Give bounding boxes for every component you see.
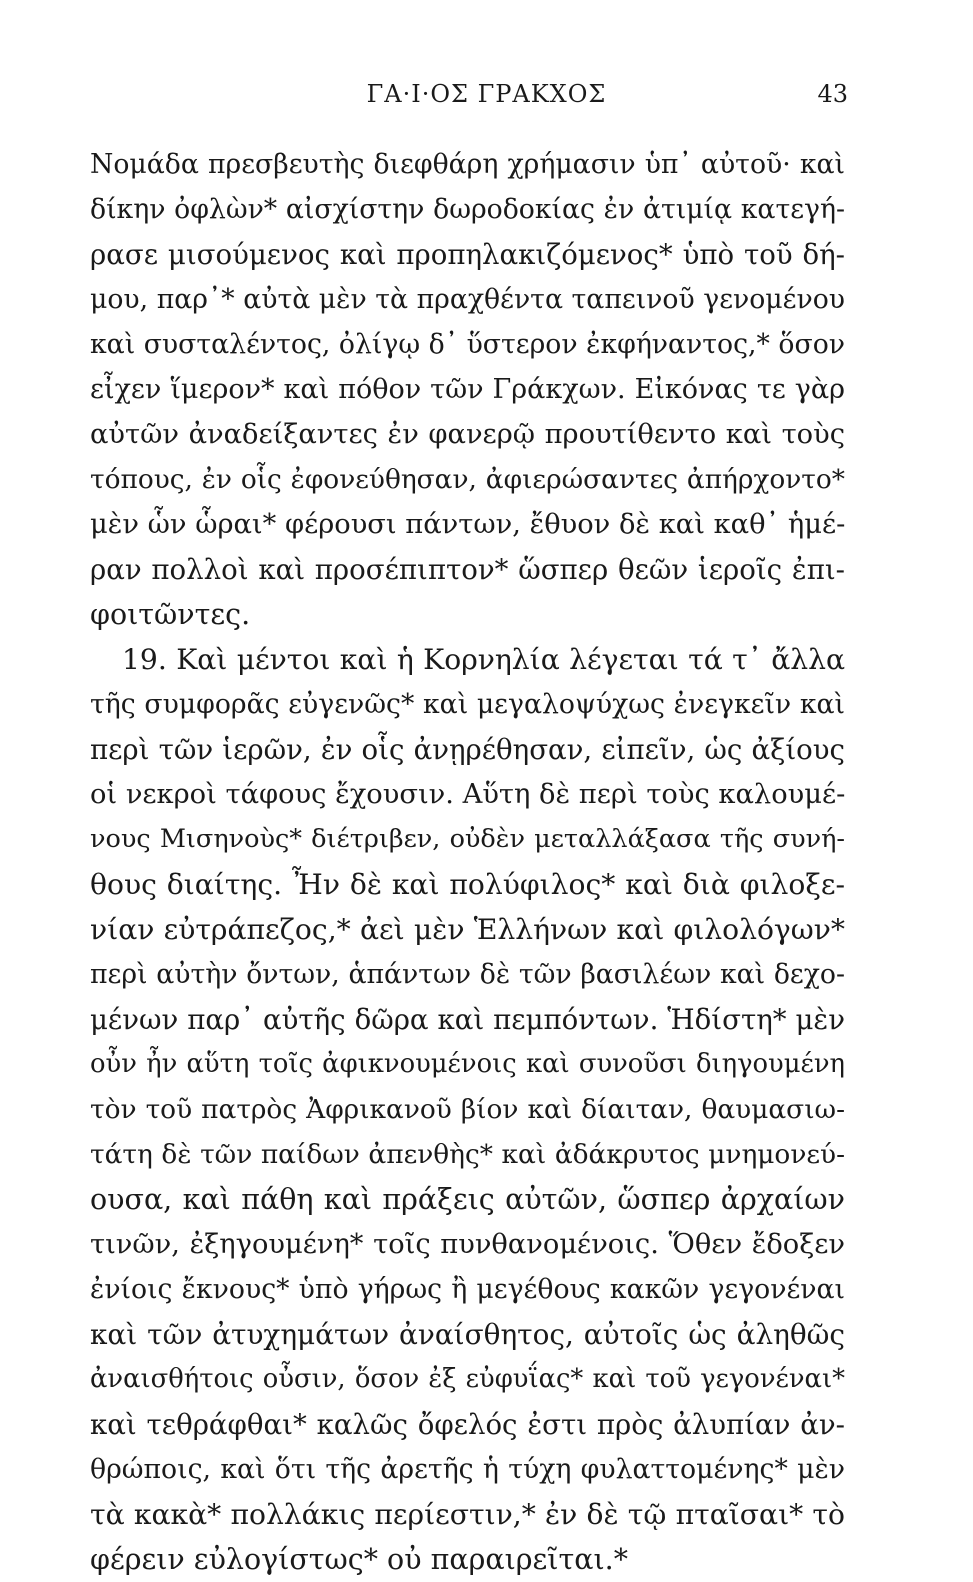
text-line: μὲν ὧν ὧραι* φέρουσι πάντων, ἔθυον δὲ καὶ καθ᾽ ἡμέ- [90, 509, 846, 540]
text-line: δίκην ὀφλὼν* αἰσχίστην δωροδοκίας ἐν ἀτιμίᾳ κατεγή- [90, 194, 845, 225]
text-line: μένων παρ᾽ αὐτῆς δῶρα καὶ πεμπόντων. Ἡδίστη* μὲν [90, 1003, 845, 1036]
text-line: εἶχεν ἵμερον* καὶ πόθον τῶν Γράκχων. Εἰκόνας τε γὰρ [90, 374, 845, 405]
text-line: αὐτῶν ἀναδείξαντες ἐν φανερῷ προυτίθεντο καὶ τοὺς [90, 419, 845, 450]
text-line: θους διαίτης. Ἦν δὲ καὶ πολύφιλος* καὶ διὰ φιλοξε- [90, 868, 845, 901]
text-line: θρώποις, καὶ ὅτι τῆς ἀρετῆς ἡ τύχη φυλαττομένης* μὲν [90, 1454, 845, 1485]
text-line: περὶ αὐτὴν ὄντων, ἁπάντων δὲ τῶν βασιλέων καὶ δεχο- [90, 959, 845, 990]
text-line: Νομάδα πρεσβευτὴς διεφθάρη χρήμασιν ὑπ᾽ αὐτοῦ· καὶ [90, 149, 845, 180]
text-line: ἀναισθήτοις οὖσιν, ὅσον ἐξ εὐφυΐας* καὶ τοῦ γεγονέναι* [90, 1364, 845, 1394]
text-line: τὰ κακὰ* πολλάκις περίεστιν,* ἐν δὲ τῷ πταῖσαι* τὸ [90, 1498, 845, 1531]
text-line: τινῶν, ἐξηγουμένη* τοῖς πυνθανομένοις. Ὅθεν ἔδοξεν [90, 1229, 845, 1260]
chapter-start-line: 19. Καὶ μέντοι καὶ ἡ Κορνηλία λέγεται τά τ᾽ ἄλλα [122, 643, 845, 676]
running-head [0, 80, 973, 116]
text-line: τὸν τοῦ πατρὸς Ἀφρικανοῦ βίον καὶ δίαιταν, θαυμασιω- [90, 1094, 845, 1125]
text-line: οἱ νεκροὶ τάφους ἔχουσιν. Αὕτη δὲ περὶ τοὺς καλουμέ- [90, 779, 846, 810]
text-line: τῆς συμφορᾶς εὐγενῶς* καὶ μεγαλοψύχως ἐνεγκεῖν καὶ [90, 689, 845, 720]
page-number: 43 [817, 80, 848, 108]
text-line: ουσα, καὶ πάθη καὶ πράξεις αὐτῶν, ὥσπερ ἀρχαίων [90, 1183, 845, 1216]
text-line: περὶ τῶν ἱερῶν, ἐν οἷς ἀνῃρέθησαν, εἰπεῖν, ὡς ἀξίους [90, 733, 845, 766]
text-line: καὶ συσταλέντος, ὀλίγῳ δ᾽ ὕστερον ἐκφήναντος,* ὅσον [90, 329, 845, 360]
text-line: νους Μισηνοὺς* διέτριβεν, οὐδὲν μεταλλάξασα τῆς συνή- [90, 824, 845, 854]
paragraph-end-line: φέρειν εὐλογίστως* οὐ παραιρεῖται.* [90, 1543, 628, 1576]
text-line: καὶ τῶν ἀτυχημάτων ἀναίσθητος, αὐτοῖς ὡς ἀληθῶς [90, 1318, 845, 1351]
text-line: ἐνίοις ἔκνους* ὑπὸ γήρως ἢ μεγέθους κακῶν γεγονέναι [90, 1274, 845, 1305]
text-line: τάτη δὲ τῶν παίδων ἀπενθὴς* καὶ ἀδάκρυτος μνημονεύ- [90, 1139, 845, 1170]
text-line: τόπους, ἐν οἷς ἐφονεύθησαν, ἀφιερώσαντες ἀπήρχοντο* [90, 464, 845, 495]
paragraph-end-line: φοιτῶντες. [90, 598, 251, 631]
text-line: καὶ τεθράφθαι* καλῶς ὄφελός ἐστι πρὸς ἀλυπίαν ἀν- [90, 1408, 845, 1441]
body-text [90, 142, 845, 1582]
running-title: ΓΑ·Ι·ΟΣ ΓΡΑΚΧΟΣ [366, 80, 607, 108]
text-line: μου, παρ᾽* αὐτὰ μὲν τὰ πραχθέντα ταπεινοῦ γενομένου [90, 284, 845, 315]
text-line: νίαν εὐτράπεζος,* ἀεὶ μὲν Ἑλλήνων καὶ φιλολόγων* [90, 913, 845, 946]
text-line: ραν πολλοὶ καὶ προσέπιπτον* ὥσπερ θεῶν ἱεροῖς ἐπι- [90, 553, 845, 586]
text-line: οὖν ἦν αὕτη τοῖς ἀφικνουμένοις καὶ συνοῦσι διηγουμένη [90, 1049, 845, 1079]
text-line: ρασε μισούμενος καὶ προπηλακιζόμενος* ὑπὸ τοῦ δή- [90, 238, 845, 271]
